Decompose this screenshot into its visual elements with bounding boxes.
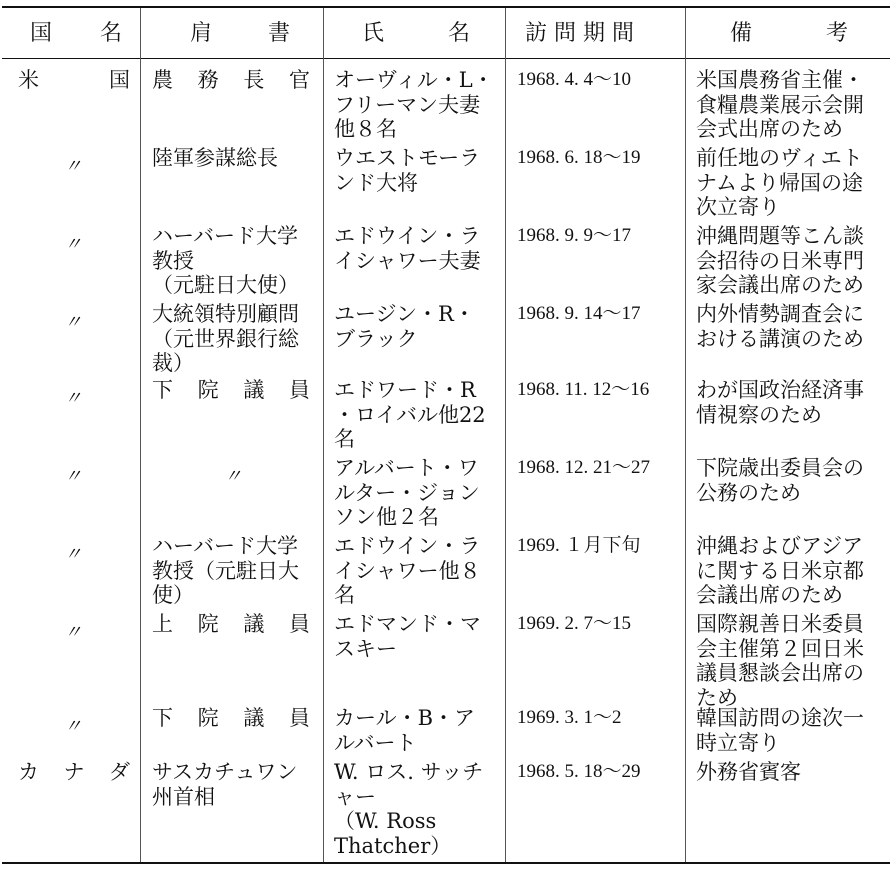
- title-cell: [152, 378, 310, 403]
- header-country: [30, 16, 122, 52]
- name-line: ブラック: [334, 326, 418, 351]
- remarks-cell: [696, 224, 864, 298]
- title-char: 官: [288, 68, 310, 92]
- remarks-line: 国際親善日米委員: [696, 612, 864, 636]
- name-line: エドウイン・ラ: [334, 534, 481, 558]
- name-line: スキー: [334, 636, 397, 661]
- title-cell: [152, 706, 310, 731]
- header-country-char: 国: [30, 21, 53, 46]
- remarks-line: 外務省賓客: [696, 760, 801, 784]
- title-line: 大統領特別顧問: [152, 302, 299, 326]
- ditto-mark: 〃: [224, 466, 242, 487]
- name-line: ユージン・R・: [334, 302, 475, 326]
- title-line: 教授（元駐日大: [152, 558, 299, 583]
- country-cell: [18, 68, 130, 93]
- name-cell: [334, 302, 475, 351]
- remarks-cell: [696, 612, 864, 710]
- remarks-line: 次立寄り: [696, 195, 780, 219]
- header-remarks-char: 備: [730, 21, 753, 46]
- remarks-line: 情視察のため: [696, 402, 822, 427]
- title-cell: [152, 68, 310, 93]
- country-char: ダ: [109, 760, 130, 784]
- name-cell: [334, 534, 481, 608]
- header-country-char: 名: [99, 21, 122, 46]
- title-cell: [152, 146, 278, 171]
- title-line: 使）: [152, 583, 194, 607]
- title-cell: [152, 534, 299, 608]
- ditto-mark: 〃: [64, 716, 82, 737]
- header-period: [525, 16, 675, 52]
- name-cell: [334, 378, 486, 452]
- remarks-cell: [696, 302, 864, 351]
- name-cell: [334, 224, 481, 273]
- title-char: 員: [288, 706, 310, 730]
- title-line: 教授: [152, 248, 194, 273]
- title-char: 院: [197, 378, 219, 402]
- name-line: エドウイン・ラ: [334, 224, 481, 248]
- title-line: （元世界銀行総: [152, 326, 299, 351]
- period-cell: 1968. 9. 9～17: [517, 225, 632, 246]
- period-cell: 1969. 2. 7～15: [517, 613, 632, 634]
- title-char: 上: [152, 612, 173, 636]
- name-line: ャー: [334, 784, 376, 809]
- column-divider: [323, 8, 324, 862]
- column-divider: [685, 8, 686, 862]
- ditto-mark: 〃: [64, 466, 82, 487]
- bottom-rule: [2, 862, 890, 864]
- country-char: カ: [18, 760, 39, 784]
- ditto-mark: 〃: [64, 234, 82, 255]
- name-line: エドマンド・マ: [334, 612, 481, 636]
- remarks-line: 時立寄り: [696, 730, 780, 755]
- period-cell: 1968. 4. 4～10: [517, 69, 632, 90]
- remarks-line: 下院歳出委員会の: [696, 456, 864, 480]
- period-cell: 1968. 12. 21～27: [517, 457, 651, 478]
- period-cell: 1968. 5. 18～29: [517, 761, 641, 782]
- column-divider: [505, 8, 506, 862]
- title-char: 院: [197, 612, 219, 636]
- name-line: ・ロイバル他22: [334, 402, 486, 427]
- header-name-char: 名: [447, 21, 470, 46]
- header-title-char: 書: [267, 21, 290, 46]
- title-cell: [152, 612, 310, 637]
- header-name-char: 氏: [362, 21, 385, 46]
- title-char: 長: [243, 68, 265, 92]
- country-char: 米: [18, 68, 39, 92]
- title-char: 務: [197, 68, 219, 92]
- country-char: ナ: [63, 760, 85, 784]
- remarks-cell: [696, 706, 864, 755]
- title-line: 陸軍参謀総長: [152, 146, 278, 170]
- name-line: アルバート・ワ: [334, 456, 479, 480]
- remarks-line: 沖縄問題等こん談: [696, 224, 864, 248]
- name-line: オーヴィル・L・: [334, 68, 494, 92]
- remarks-line: おける講演のため: [696, 326, 864, 351]
- title-cell: [152, 302, 299, 376]
- remarks-line: 沖縄およびアジア: [696, 534, 864, 558]
- ditto-mark: 〃: [64, 622, 82, 643]
- country-char: 国: [109, 68, 130, 92]
- title-line: （元駐日大使）: [152, 273, 299, 297]
- remarks-line: 会主催第２回日米: [696, 636, 864, 661]
- remarks-line: ナムより帰国の途: [696, 170, 863, 195]
- name-line: Thatcher）: [334, 833, 452, 858]
- title-char: 員: [288, 612, 310, 636]
- remarks-line: わが国政治経済事: [696, 378, 864, 402]
- remarks-cell: [696, 146, 863, 220]
- name-line: ルバート: [334, 730, 417, 755]
- remarks-line: に関する日米京都: [696, 558, 864, 583]
- title-line: 州首相: [152, 784, 215, 809]
- ditto-mark: 〃: [64, 544, 82, 565]
- top-rule: [2, 6, 890, 8]
- remarks-line: 韓国訪問の途次一: [696, 706, 864, 730]
- remarks-line: ため: [696, 685, 738, 710]
- name-cell: [334, 146, 480, 195]
- remarks-line: 食糧農業展示会開: [696, 92, 864, 117]
- remarks-line: 議員懇談会出席の: [696, 661, 864, 685]
- header-name: [362, 16, 470, 52]
- name-line: 他８名: [334, 117, 397, 141]
- title-line: 裁）: [152, 351, 194, 375]
- remarks-line: 前任地のヴィエト: [696, 146, 863, 170]
- name-line: ンド大将: [334, 170, 418, 195]
- title-char: 員: [288, 378, 310, 402]
- title-line: ハーバード大学: [152, 534, 298, 558]
- ditto-mark: 〃: [64, 312, 82, 333]
- remarks-line: 内外情勢調査会に: [696, 302, 864, 326]
- name-cell: [334, 706, 475, 755]
- ditto-mark: 〃: [64, 156, 82, 177]
- name-line: ウエストモーラ: [334, 146, 481, 170]
- header-remarks: [730, 16, 848, 52]
- title-char: 議: [243, 706, 265, 730]
- remarks-cell: [696, 760, 801, 785]
- title-line: サスカチュワン: [152, 760, 298, 784]
- name-line: ルター・ジョン: [334, 480, 480, 505]
- remarks-cell: [696, 378, 864, 427]
- name-line: イシャワー他８: [334, 558, 481, 583]
- header-period-label: 訪 問 期 間: [525, 21, 634, 46]
- header-title-char: 肩: [190, 21, 213, 46]
- country-cell: [18, 760, 130, 785]
- name-line: カール・B・ア: [334, 706, 476, 730]
- header-rule: [2, 58, 890, 59]
- remarks-line: 会式出席のため: [696, 117, 843, 141]
- column-divider: [140, 8, 141, 862]
- period-cell: 1969. １月下旬: [517, 535, 641, 556]
- name-line: イシャワー夫妻: [334, 248, 481, 273]
- ditto-mark: 〃: [64, 388, 82, 409]
- title-cell: [152, 224, 299, 298]
- period-cell: 1969. 3. 1～2: [517, 707, 622, 728]
- name-line: 名: [334, 427, 355, 451]
- name-line: フリーマン夫妻: [334, 92, 481, 117]
- period-cell: 1968. 6. 18～19: [517, 147, 641, 168]
- header-remarks-char: 考: [825, 21, 848, 46]
- remarks-line: 公務のため: [696, 480, 801, 505]
- name-cell: [334, 612, 481, 661]
- name-line: W. ロス. サッチ: [334, 760, 484, 784]
- remarks-line: 米国農務省主催・: [696, 68, 864, 92]
- name-line: 名: [334, 583, 355, 607]
- name-cell: [334, 68, 494, 142]
- title-char: 農: [152, 68, 173, 92]
- title-char: 院: [197, 706, 219, 730]
- remarks-line: 会議出席のため: [696, 583, 843, 607]
- remarks-line: 会招待の日米専門: [696, 248, 864, 273]
- name-cell: [334, 760, 483, 858]
- remarks-cell: [696, 68, 864, 142]
- title-char: 下: [152, 706, 173, 730]
- period-cell: 1968. 9. 14～17: [517, 303, 641, 324]
- title-char: 議: [243, 378, 265, 402]
- name-line: （W. Ross: [334, 809, 437, 833]
- remarks-cell: [696, 534, 864, 608]
- name-line: エドワード・R: [334, 378, 476, 402]
- header-title: [190, 16, 290, 52]
- name-cell: [334, 456, 480, 530]
- remarks-cell: [696, 456, 864, 505]
- title-char: 議: [243, 612, 265, 636]
- title-char: 下: [152, 378, 173, 402]
- name-line: ソン他２名: [334, 505, 439, 529]
- title-line: ハーバード大学: [152, 224, 298, 248]
- title-cell: [152, 760, 298, 809]
- period-cell: 1968. 11. 12～16: [517, 379, 650, 400]
- remarks-line: 家会議出席のため: [696, 273, 864, 297]
